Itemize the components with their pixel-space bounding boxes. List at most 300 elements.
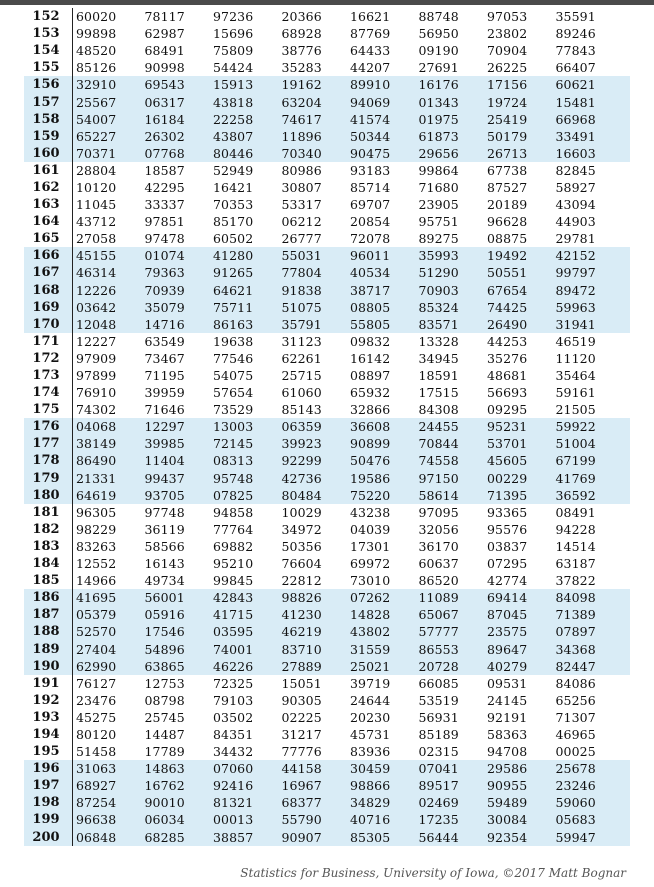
column-divider: [72, 640, 73, 657]
random-digit-cell: 26713: [487, 145, 528, 161]
random-digit-cell: 93365: [487, 504, 528, 520]
random-digit-cell: 24145: [487, 692, 528, 708]
random-digit-cell: 90899: [350, 436, 391, 452]
random-digit-cell: 67738: [487, 162, 528, 178]
column-divider: [72, 760, 73, 777]
random-digit-cell: 80484: [281, 487, 322, 503]
random-digit-cell: 56444: [418, 829, 459, 845]
random-digit-cell: 50344: [350, 128, 391, 144]
random-digit-cell: 87769: [350, 26, 391, 42]
row-number: 177: [32, 436, 60, 452]
random-digit-cell: 30459: [350, 761, 391, 777]
row-number: 192: [32, 692, 60, 708]
column-divider: [72, 282, 73, 299]
table-row: [24, 213, 630, 230]
random-digit-cell: 69414: [487, 590, 528, 606]
row-number: 171: [32, 333, 60, 349]
column-divider: [72, 25, 73, 42]
column-divider: [72, 145, 73, 162]
random-digit-cell: 66085: [418, 675, 459, 691]
random-digit-cell: 76127: [76, 675, 117, 691]
random-digit-cell: 16967: [281, 778, 322, 794]
random-digit-cell: 77804: [281, 265, 322, 281]
random-digit-cell: 70340: [281, 145, 322, 161]
random-digit-cell: 97899: [76, 368, 117, 384]
random-digit-cell: 24455: [418, 419, 459, 435]
random-digit-cell: 87254: [76, 795, 117, 811]
random-digit-cell: 84351: [213, 726, 254, 742]
random-digit-cell: 55031: [281, 248, 322, 264]
random-digit-cell: 11089: [418, 590, 459, 606]
random-digit-cell: 29586: [487, 761, 528, 777]
table-row: [24, 93, 630, 110]
random-digit-cell: 44253: [487, 333, 528, 349]
row-values: [76, 795, 624, 810]
column-divider: [72, 435, 73, 452]
random-digit-cell: 86163: [213, 316, 254, 332]
row-values: [76, 573, 624, 588]
row-values: [76, 744, 624, 759]
random-digit-cell: 89246: [555, 26, 596, 42]
random-digit-cell: 60637: [418, 556, 459, 572]
random-digit-cell: 95748: [213, 470, 254, 486]
random-digit-cell: 17515: [418, 385, 459, 401]
column-divider: [72, 299, 73, 316]
random-digit-cell: 94069: [350, 94, 391, 110]
table-row: [24, 230, 630, 247]
random-digit-cell: 07060: [213, 761, 254, 777]
random-digit-cell: 99864: [418, 162, 459, 178]
random-digit-cell: 77776: [281, 744, 322, 760]
table-row: [24, 538, 630, 555]
row-number: 183: [32, 538, 60, 554]
random-digit-cell: 85126: [76, 60, 117, 76]
table-row: [24, 623, 630, 640]
random-digit-cell: 20366: [281, 9, 322, 25]
random-digit-cell: 33491: [555, 128, 596, 144]
random-digit-cell: 85305: [350, 829, 391, 845]
random-digit-cell: 27404: [76, 641, 117, 657]
row-values: [76, 436, 624, 451]
random-digit-cell: 35079: [144, 299, 185, 315]
random-digit-cell: 46965: [555, 726, 596, 742]
row-number: 181: [32, 504, 60, 520]
random-digit-cell: 10029: [281, 504, 322, 520]
column-divider: [72, 196, 73, 213]
row-values: [76, 231, 624, 246]
row-values: [76, 539, 624, 554]
column-divider: [72, 487, 73, 504]
random-digit-cell: 18587: [144, 162, 185, 178]
row-values: [76, 95, 624, 110]
random-digit-cell: 78117: [144, 9, 185, 25]
row-number: 158: [32, 111, 60, 127]
random-digit-cell: 03595: [213, 624, 254, 640]
random-digit-cell: 17156: [487, 77, 528, 93]
random-digit-cell: 34432: [213, 744, 254, 760]
random-digit-cell: 66407: [555, 60, 596, 76]
row-values: [76, 693, 624, 708]
random-digit-cell: 72145: [213, 436, 254, 452]
column-divider: [72, 675, 73, 692]
random-digit-cell: 74617: [281, 111, 322, 127]
row-number: 168: [32, 282, 60, 298]
random-digit-cell: 98866: [350, 778, 391, 794]
random-digit-cell: 94858: [213, 504, 254, 520]
random-digit-cell: 42295: [144, 179, 185, 195]
table-row: [24, 418, 630, 435]
random-digit-cell: 69882: [213, 538, 254, 554]
random-digit-cell: 17546: [144, 624, 185, 640]
random-digit-cell: 71389: [555, 607, 596, 623]
random-digit-cell: 34945: [418, 350, 459, 366]
random-digit-cell: 59489: [487, 795, 528, 811]
random-digit-cell: 89472: [555, 282, 596, 298]
random-digit-cell: 55805: [350, 316, 391, 332]
row-values: [76, 112, 624, 127]
row-values: [76, 607, 624, 622]
row-number: 190: [32, 658, 60, 674]
random-digit-cell: 97236: [213, 9, 254, 25]
random-digit-cell: 32910: [76, 77, 117, 93]
random-digit-cell: 39959: [144, 385, 185, 401]
row-number: 184: [32, 556, 60, 572]
random-digit-cell: 52570: [76, 624, 117, 640]
random-digit-cell: 85143: [281, 402, 322, 418]
random-digit-cell: 84308: [418, 402, 459, 418]
random-digit-cell: 59161: [555, 385, 596, 401]
random-digit-cell: 07768: [144, 145, 185, 161]
table-row: [24, 8, 630, 25]
random-digit-cell: 81321: [213, 795, 254, 811]
random-digit-cell: 54007: [76, 111, 117, 127]
random-digit-cell: 74001: [213, 641, 254, 657]
random-digit-cell: 33337: [144, 197, 185, 213]
table-row: [24, 299, 630, 316]
column-divider: [72, 162, 73, 179]
row-values: [76, 453, 624, 468]
random-digit-cell: 74425: [487, 299, 528, 315]
row-number: 157: [32, 94, 60, 110]
row-values: [76, 180, 624, 195]
row-number: 155: [32, 60, 60, 76]
row-values: [76, 676, 624, 691]
column-divider: [72, 247, 73, 264]
random-digit-cell: 46314: [76, 265, 117, 281]
row-values: [76, 300, 624, 315]
random-digit-cell: 70939: [144, 282, 185, 298]
random-digit-cell: 84086: [555, 675, 596, 691]
row-number: 191: [32, 675, 60, 691]
random-digit-cell: 08491: [555, 504, 596, 520]
random-digit-cell: 89275: [418, 231, 459, 247]
random-digit-cell: 38149: [76, 436, 117, 452]
random-digit-cell: 11896: [281, 128, 322, 144]
column-divider: [72, 504, 73, 521]
random-digit-cell: 23246: [555, 778, 596, 794]
random-digit-cell: 75809: [213, 43, 254, 59]
random-digit-cell: 08897: [350, 368, 391, 384]
random-digit-cell: 92191: [487, 709, 528, 725]
table-row: [24, 196, 630, 213]
random-digit-cell: 77546: [213, 350, 254, 366]
random-digit-cell: 20728: [418, 658, 459, 674]
column-divider: [72, 384, 73, 401]
random-digit-cell: 26490: [487, 316, 528, 332]
random-digit-cell: 19162: [281, 77, 322, 93]
random-digit-cell: 17235: [418, 812, 459, 828]
random-digit-cell: 62261: [281, 350, 322, 366]
table-row: [24, 521, 630, 538]
random-digit-cell: 86553: [418, 641, 459, 657]
random-digit-cell: 20854: [350, 214, 391, 230]
random-digit-cell: 95210: [213, 556, 254, 572]
random-digit-cell: 16421: [213, 179, 254, 195]
row-values: [76, 761, 624, 776]
row-values: [76, 522, 624, 537]
random-digit-cell: 52949: [213, 162, 254, 178]
random-digit-cell: 31941: [555, 316, 596, 332]
random-digit-cell: 14966: [76, 573, 117, 589]
random-digit-cell: 58566: [144, 538, 185, 554]
column-divider: [72, 418, 73, 435]
table-row: [24, 555, 630, 572]
random-digit-cell: 99437: [144, 470, 185, 486]
table-row: [24, 42, 630, 59]
random-digit-cell: 11045: [76, 197, 117, 213]
column-divider: [72, 401, 73, 418]
table-row: [24, 692, 630, 709]
row-values: [76, 77, 624, 92]
random-digit-cell: 39719: [350, 675, 391, 691]
random-digit-cell: 30084: [487, 812, 528, 828]
random-digit-cell: 91838: [281, 282, 322, 298]
random-digit-cell: 45155: [76, 248, 117, 264]
column-divider: [72, 179, 73, 196]
table-row: [24, 76, 630, 93]
random-digit-cell: 71195: [144, 368, 185, 384]
table-row: [24, 794, 630, 811]
row-values: [76, 556, 624, 571]
random-digit-cell: 08805: [350, 299, 391, 315]
random-digit-cell: 73529: [213, 402, 254, 418]
random-digit-cell: 97748: [144, 504, 185, 520]
random-digit-cell: 27058: [76, 231, 117, 247]
row-number: 161: [32, 162, 60, 178]
random-digit-cell: 53701: [487, 436, 528, 452]
random-digit-cell: 17301: [350, 538, 391, 554]
random-digit-cell: 46226: [213, 658, 254, 674]
random-digit-cell: 37822: [555, 573, 596, 589]
random-digit-cell: 97851: [144, 214, 185, 230]
random-digit-cell: 98229: [76, 521, 117, 537]
random-digit-cell: 54896: [144, 641, 185, 657]
random-digit-cell: 04068: [76, 419, 117, 435]
random-digit-cell: 71307: [555, 709, 596, 725]
random-digit-cell: 02315: [418, 744, 459, 760]
random-digit-cell: 31559: [350, 641, 391, 657]
row-number: 160: [32, 145, 60, 161]
footer-credit: Statistics for Business, University of Iowa, ©2017 Matt Bognar: [240, 866, 626, 880]
random-digit-cell: 68377: [281, 795, 322, 811]
random-digit-cell: 34972: [281, 521, 322, 537]
random-digit-cell: 72078: [350, 231, 391, 247]
random-digit-cell: 19638: [213, 333, 254, 349]
row-number: 179: [32, 470, 60, 486]
table-row: [24, 572, 630, 589]
random-digit-cell: 65067: [418, 607, 459, 623]
random-digit-cell: 31063: [76, 761, 117, 777]
random-digit-cell: 65932: [350, 385, 391, 401]
random-digit-cell: 69543: [144, 77, 185, 93]
random-digit-cell: 63187: [555, 556, 596, 572]
row-number: 194: [32, 726, 60, 742]
row-values: [76, 812, 624, 827]
random-digit-cell: 22258: [213, 111, 254, 127]
random-digit-cell: 85170: [213, 214, 254, 230]
table-row: [24, 145, 630, 162]
random-digit-cell: 84098: [555, 590, 596, 606]
random-digit-cell: 95576: [487, 521, 528, 537]
random-digit-cell: 68927: [76, 778, 117, 794]
random-digit-cell: 38717: [350, 282, 391, 298]
random-digit-cell: 97150: [418, 470, 459, 486]
random-digit-cell: 68928: [281, 26, 322, 42]
random-digit-cell: 12552: [76, 556, 117, 572]
row-values: [76, 505, 624, 520]
random-digit-cell: 07295: [487, 556, 528, 572]
random-digit-cell: 35464: [555, 368, 596, 384]
column-divider: [72, 350, 73, 367]
random-digit-cell: 16142: [350, 350, 391, 366]
random-digit-cell: 01975: [418, 111, 459, 127]
random-digit-cell: 35276: [487, 350, 528, 366]
random-digit-cell: 70844: [418, 436, 459, 452]
random-digit-cell: 01074: [144, 248, 185, 264]
random-digit-cell: 99898: [76, 26, 117, 42]
row-number: 182: [32, 521, 60, 537]
table-row: [24, 128, 630, 145]
table-row: [24, 333, 630, 350]
random-digit-cell: 06317: [144, 94, 185, 110]
row-number: 178: [32, 453, 60, 469]
row-values: [76, 265, 624, 280]
random-digit-cell: 19586: [350, 470, 391, 486]
random-digit-cell: 16143: [144, 556, 185, 572]
random-digit-cell: 06212: [281, 214, 322, 230]
random-digit-cell: 85714: [350, 179, 391, 195]
random-digit-cell: 93183: [350, 162, 391, 178]
random-digit-cell: 44207: [350, 60, 391, 76]
random-digit-cell: 98826: [281, 590, 322, 606]
table-row: [24, 829, 630, 846]
random-digit-cell: 16176: [418, 77, 459, 93]
random-digit-cell: 82845: [555, 162, 596, 178]
random-digit-cell: 23802: [487, 26, 528, 42]
random-digit-cell: 27889: [281, 658, 322, 674]
random-digit-cell: 53519: [418, 692, 459, 708]
random-digit-cell: 34829: [350, 795, 391, 811]
random-digit-cell: 02469: [418, 795, 459, 811]
row-values: [76, 163, 624, 178]
row-number: 166: [32, 248, 60, 264]
random-digit-cell: 07897: [555, 624, 596, 640]
random-digit-cell: 15913: [213, 77, 254, 93]
row-number: 199: [32, 812, 60, 828]
random-digit-cell: 46219: [281, 624, 322, 640]
row-number: 196: [32, 761, 60, 777]
random-digit-cell: 51075: [281, 299, 322, 315]
random-digit-cell: 75220: [350, 487, 391, 503]
row-values: [76, 659, 624, 674]
random-digit-cell: 68491: [144, 43, 185, 59]
random-digit-cell: 42152: [555, 248, 596, 264]
random-digit-cell: 03642: [76, 299, 117, 315]
row-values: [76, 402, 624, 417]
random-digit-cell: 36119: [144, 521, 185, 537]
random-digit-cell: 64621: [213, 282, 254, 298]
table-row: [24, 384, 630, 401]
row-values: [76, 710, 624, 725]
random-digit-cell: 12048: [76, 316, 117, 332]
random-digit-cell: 14716: [144, 316, 185, 332]
row-values: [76, 471, 624, 486]
random-digit-cell: 26777: [281, 231, 322, 247]
column-divider: [72, 59, 73, 76]
row-number: 175: [32, 402, 60, 418]
row-values: [76, 214, 624, 229]
row-values: [76, 778, 624, 793]
random-digit-cell: 51290: [418, 265, 459, 281]
table-row: [24, 675, 630, 692]
random-digit-cell: 67654: [487, 282, 528, 298]
row-number: 169: [32, 299, 60, 315]
table-row: [24, 589, 630, 606]
table-row: [24, 760, 630, 777]
random-digit-cell: 09190: [418, 43, 459, 59]
random-digit-cell: 69972: [350, 556, 391, 572]
random-digit-cell: 88748: [418, 9, 459, 25]
table-row: [24, 247, 630, 264]
random-digit-cell: 18591: [418, 368, 459, 384]
random-digit-cell: 65256: [555, 692, 596, 708]
random-digit-cell: 00229: [487, 470, 528, 486]
random-digit-cell: 73010: [350, 573, 391, 589]
random-digit-cell: 14863: [144, 761, 185, 777]
random-digit-cell: 08875: [487, 231, 528, 247]
row-values: [76, 60, 624, 75]
random-digit-cell: 56931: [418, 709, 459, 725]
random-digit-cell: 25745: [144, 709, 185, 725]
random-digit-cell: 97478: [144, 231, 185, 247]
random-digit-cell: 49734: [144, 573, 185, 589]
random-digit-cell: 12753: [144, 675, 185, 691]
random-digit-cell: 29781: [555, 231, 596, 247]
random-digit-cell: 28804: [76, 162, 117, 178]
row-values: [76, 26, 624, 41]
random-digit-cell: 99797: [555, 265, 596, 281]
random-digit-cell: 23476: [76, 692, 117, 708]
random-digit-cell: 56001: [144, 590, 185, 606]
column-divider: [72, 128, 73, 145]
table-row: [24, 282, 630, 299]
random-digit-cell: 12227: [76, 333, 117, 349]
column-divider: [72, 8, 73, 25]
random-digit-cell: 38857: [213, 829, 254, 845]
random-digit-cell: 89647: [487, 641, 528, 657]
table-row: [24, 743, 630, 760]
random-digit-cell: 14828: [350, 607, 391, 623]
